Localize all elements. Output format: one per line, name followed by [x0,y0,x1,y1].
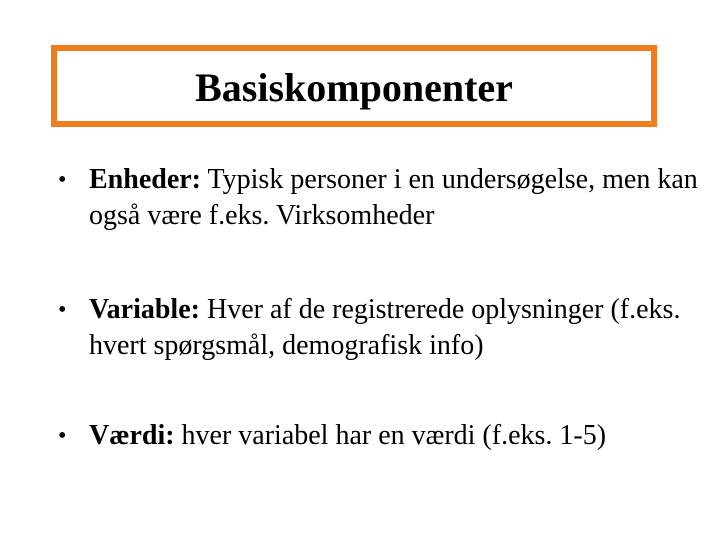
bullet-item-vaerdi [58,418,698,454]
bullet-text: hver variabel har en værdi (f.eks. 1-5) [174,420,607,451]
title-frame [51,45,657,127]
bullet-item-variable [58,292,698,364]
bullet-list [58,162,698,454]
bullet-marker-icon: • [58,423,67,449]
bullet-marker-icon: • [58,167,67,193]
bullet-term: Variable: [89,294,200,325]
bullet-term: Værdi: [89,420,175,451]
bullet-text: Typisk personer i en undersøgelse, men kan også være f.eks. Virksomheder [89,164,698,231]
slide-title: Basiskomponenter [195,65,513,110]
bullet-text: Hver af de registrerede oplysninger (f.eks. hvert spørgsmål, demografisk info) [89,294,681,361]
bullet-item-enheder [58,162,698,234]
bullet-marker-icon: • [58,297,67,323]
bullet-term: Enheder: [89,164,201,195]
